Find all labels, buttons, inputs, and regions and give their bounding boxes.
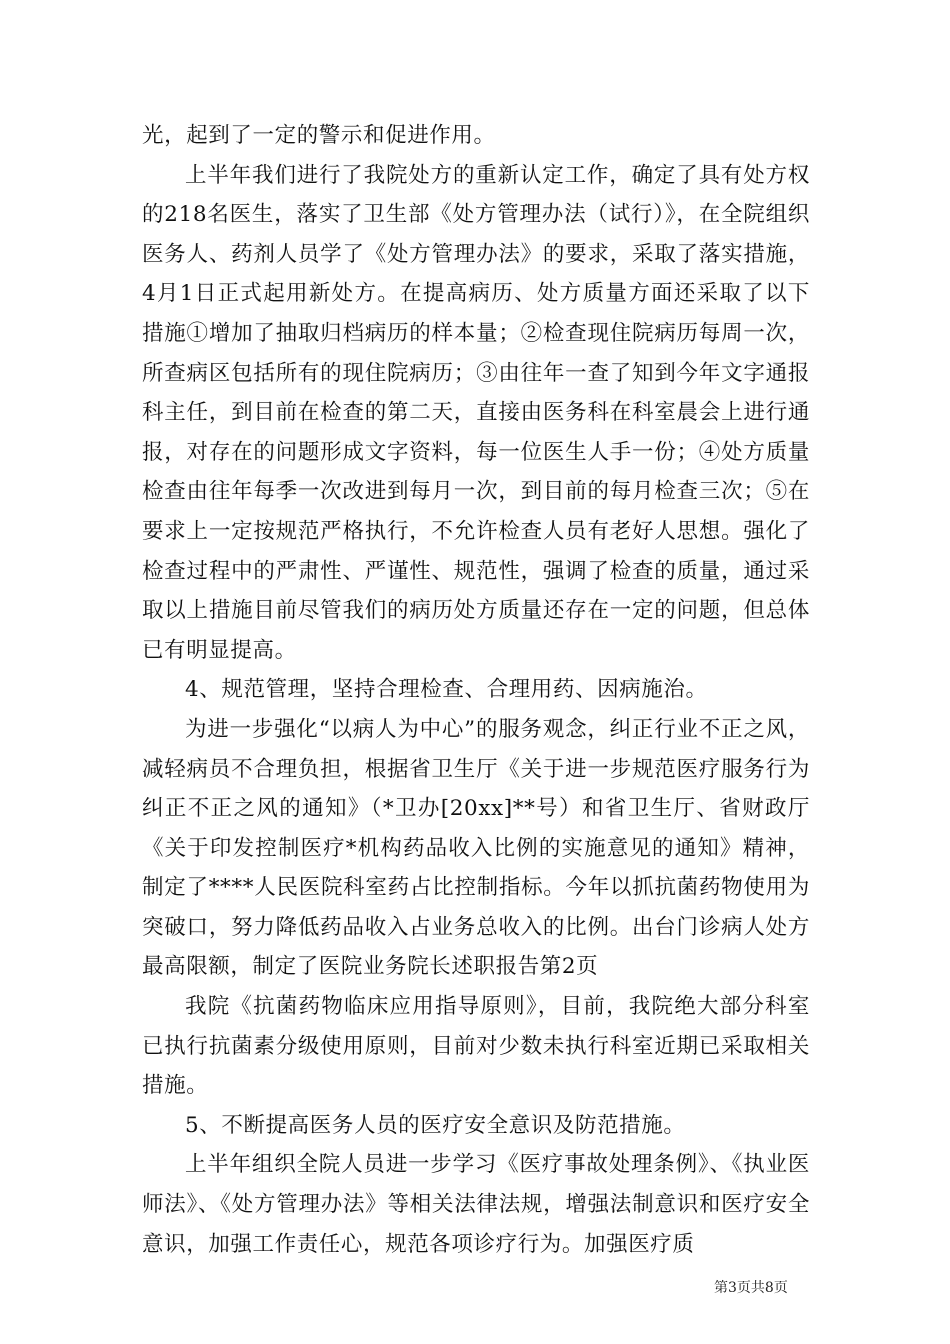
paragraph-continuation: 光，起到了一定的警示和促进作用。: [142, 123, 496, 148]
section-heading-5: 5、不断提高医务人员的医疗安全意识及防范措施。: [185, 1112, 686, 1138]
paragraph-antibiotic-guidelines: 我院《抗菌药物临床应用指导原则》，目前，我院绝大部分科室已执行抗菌素分级使用原则，目前对少数未执行科室近期已采取相关措施。: [142, 994, 810, 1099]
paragraph-legal-study: 上半年组织全院人员进一步学习《医疗事故处理条例》、《执业医师法》、《处方管理办法》等相关法律法规，增强法制意识和医疗安全意识，加强工作责任心，规范各项诊疗行为。加强医疗质: [142, 1152, 810, 1257]
paragraph-service-concept: 为进一步强化“以病人为中心”的服务观念，纠正行业不正之风，减轻病员不合理负担，根据省卫生厅《关于进一步规范医疗服务行为纠正不正之风的通知》（*卫办[20xx]**号）和省卫生厅、省财政厅《关于印发控制医疗*机构药品收入比例的实施意见的通知》精神，制定了****人民医院科室药占比控制指标。今年以抓抗菌药物使用为突破口，努力降低药品收入占业务总收入的比例。出台门诊病人处方最高限额，制定了医院业务院长述职报告第2页: [142, 716, 810, 980]
paragraph-prescription-review: 上半年我们进行了我院处方的重新认定工作，确定了具有处方权的218名医生，落实了卫生部《处方管理办法（试行）》，在全院组织医务人、药剂人员学了《处方管理办法》的要求，采取了落实措施，4月1日正式起用新处方。在提高病历、处方质量方面还采取了以下措施①增加了抽取归档病历的样本量；②检查现住院病历每周一次，所查病区包括所有的现住院病历；③由往年一查了知到今年文字通报科主任，到目前在检查的第二天，直接由医务科在科室晨会上进行通报，对存在的问题形成文字资料，每一位医生人手一份；④处方质量检查由往年每季一次改进到每月一次，到目前的每月检查三次；⑤在要求上一定按规范严格执行，不允许检查人员有老好人思想。强化了检查过程中的严肃性、严谨性、规范性，强调了检查的质量，通过采取以上措施目前尽管我们的病历处方质量还存在一定的问题，但总体已有明显提高。: [142, 162, 810, 663]
section-heading-4: 4、规范管理，坚持合理检查、合理用药、因病施治。: [185, 677, 708, 703]
page-number: 第3页共8页: [714, 1280, 788, 1296]
document-body: [142, 116, 810, 1264]
